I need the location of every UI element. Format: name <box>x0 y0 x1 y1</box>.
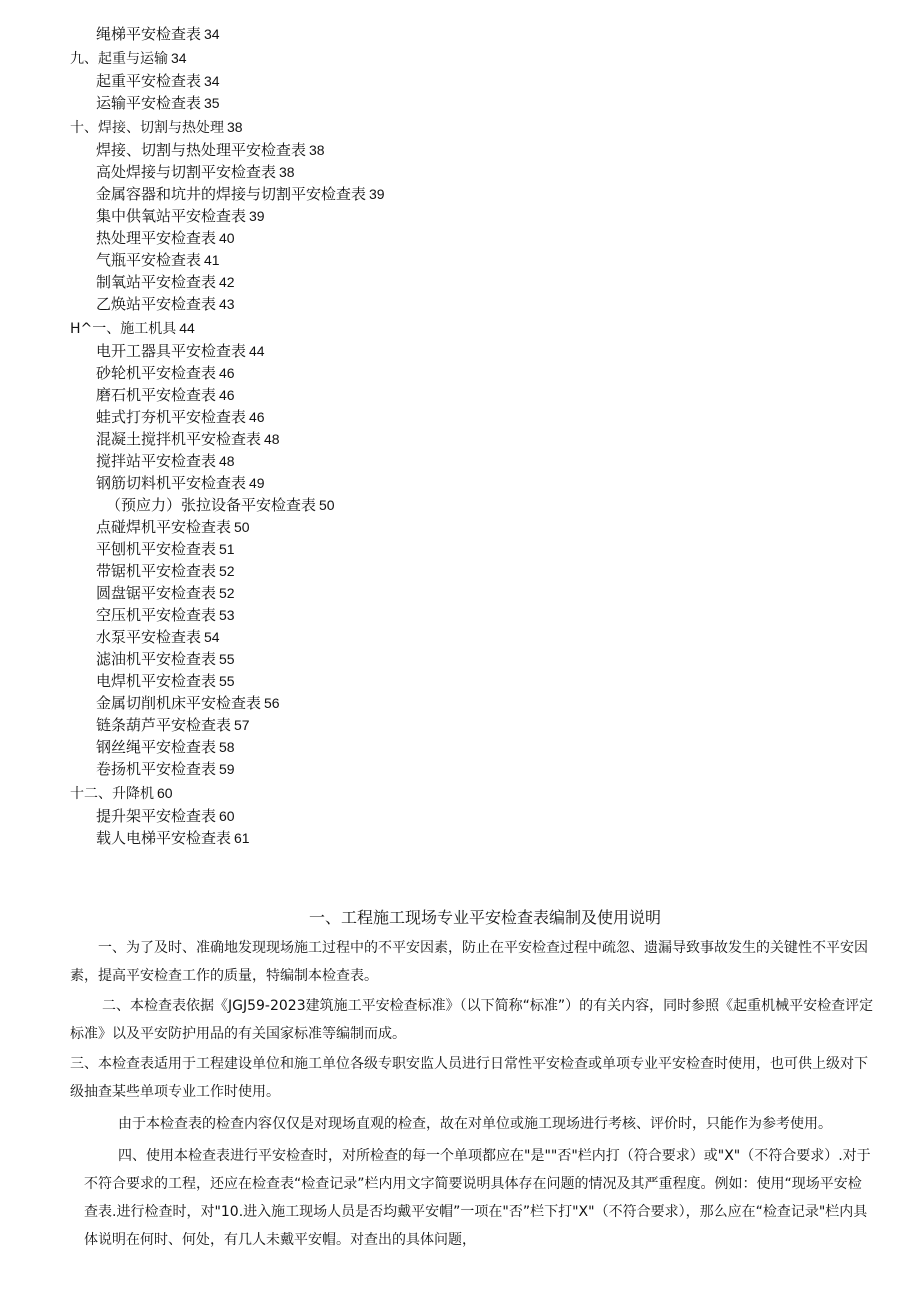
toc-section <box>70 116 890 139</box>
toc-page-number: 60 <box>157 785 173 801</box>
toc-entry-title: 集中供氧站平安检查表 <box>96 207 247 225</box>
toc-page-number: 39 <box>249 208 265 224</box>
toc-entry <box>70 582 890 604</box>
toc-entry-title: 运输平安检查表 <box>96 94 202 112</box>
toc-page-number: 34 <box>204 26 220 42</box>
toc-entry <box>70 494 890 516</box>
toc-entry-title: 金属切削机床平安检查表 <box>96 694 262 712</box>
toc-page-number: 38 <box>227 119 243 135</box>
toc-entry-title: 磨石机平安检查表 <box>96 386 217 404</box>
toc-entry <box>70 827 890 849</box>
paragraph-2: 二、本检查表依据《JGJ59-2023建筑施工平安检查标准》（以下简称“标准”）的有关内容，同时参照《起重机械平安检查评定标准》以及平安防护用品的有关国家标准等编制而成。 <box>70 998 874 1042</box>
toc-entry <box>70 736 890 758</box>
table-of-contents <box>70 23 890 849</box>
toc-page-number: 59 <box>219 761 235 777</box>
toc-page-number: 38 <box>279 164 295 180</box>
toc-entry-title: 载人电梯平安检查表 <box>96 829 232 847</box>
toc-entry <box>70 362 890 384</box>
toc-page-number: 56 <box>264 695 280 711</box>
toc-entry-title: 滤油机平安检查表 <box>96 650 217 668</box>
toc-entry <box>70 560 890 582</box>
toc-entry-title: 蛙式打夯机平安检查表 <box>96 408 247 426</box>
toc-entry <box>70 450 890 472</box>
toc-entry-title: 提升架平安检查表 <box>96 807 217 825</box>
toc-entry-title: 水泵平安检查表 <box>96 628 202 646</box>
toc-entry-title: 空压机平安检查表 <box>96 606 217 624</box>
toc-entry-title: 电焊机平安检查表 <box>96 672 217 690</box>
toc-entry-title: 制氧站平安检查表 <box>96 273 217 291</box>
toc-entry-title: 十、焊接、切割与热处理 <box>70 120 224 136</box>
toc-page-number: 51 <box>219 541 235 557</box>
toc-entry <box>70 670 890 692</box>
toc-entry-title: 钢丝绳平安检查表 <box>96 738 217 756</box>
toc-entry <box>70 139 890 161</box>
toc-page-number: 43 <box>219 296 235 312</box>
toc-page-number: 46 <box>219 365 235 381</box>
toc-entry <box>70 714 890 736</box>
usage-instructions <box>70 904 875 1254</box>
toc-entry <box>70 249 890 271</box>
toc-page-number: 50 <box>234 519 250 535</box>
toc-page-number: 34 <box>171 50 187 66</box>
toc-entry <box>70 161 890 183</box>
toc-entry <box>70 428 890 450</box>
toc-entry <box>70 384 890 406</box>
toc-entry <box>70 183 890 205</box>
toc-entry-title: 平刨机平安检查表 <box>96 540 217 558</box>
toc-entry <box>70 340 890 362</box>
toc-entry-title: 热处理平安检查表 <box>96 229 217 247</box>
toc-entry <box>70 626 890 648</box>
toc-page-number: 39 <box>369 186 385 202</box>
toc-entry <box>70 648 890 670</box>
toc-page-number: 52 <box>219 563 235 579</box>
section-title: 一、工程施工现场专业平安检查表编制及使用说明 <box>308 908 661 927</box>
toc-entry-title: 高处焊接与切割平安检查表 <box>96 163 277 181</box>
toc-page-number: 60 <box>219 808 235 824</box>
toc-page-number: 52 <box>219 585 235 601</box>
toc-section <box>70 317 890 340</box>
toc-page-number: 54 <box>204 629 220 645</box>
toc-entry-title: （预应力）张拉设备平安检查表 <box>106 496 317 514</box>
toc-page-number: 38 <box>309 142 325 158</box>
toc-entry-title: 十二、升降机 <box>70 786 154 802</box>
toc-page-number: 34 <box>204 73 220 89</box>
toc-page-number: 44 <box>179 320 195 336</box>
toc-entry <box>70 604 890 626</box>
toc-entry-title: 带锯机平安检查表 <box>96 562 217 580</box>
toc-page-number: 61 <box>234 830 250 846</box>
toc-page-number: 50 <box>319 497 335 513</box>
toc-entry <box>70 516 890 538</box>
toc-page-number: 55 <box>219 651 235 667</box>
toc-entry <box>70 293 890 315</box>
toc-entry-title: 点碰焊机平安检查表 <box>96 518 232 536</box>
toc-page-number: 55 <box>219 673 235 689</box>
toc-page-number: 46 <box>219 387 235 403</box>
toc-entry <box>70 271 890 293</box>
paragraph-1: 一、为了及时、准确地发现现场施工过程中的不平安因素，防止在平安检查过程中疏忽、遗漏导致事故发生的关键性不平安因素，提高平安检查工作的质量，特编制本检查表。 <box>70 940 868 984</box>
toc-page-number: 57 <box>234 717 250 733</box>
toc-entry-title: 钢筋切料机平安检查表 <box>96 474 247 492</box>
paragraph-3: 三、本检查表适用于工程建设单位和施工单位各级专职安监人员进行日常性平安检查或单项专业平安检查时使用，也可供上级对下级抽查某些单项专业工作时使用。 <box>70 1056 868 1100</box>
toc-page-number: 49 <box>249 475 265 491</box>
toc-entry-title: 气瓶平安检查表 <box>96 251 202 269</box>
toc-entry-title: 链条葫芦平安检查表 <box>96 716 232 734</box>
toc-page-number: 48 <box>219 453 235 469</box>
toc-section <box>70 47 890 70</box>
toc-entry <box>70 692 890 714</box>
paragraph-5: 四、使用本检查表进行平安检查时，对所检查的每一个单项都应在"是""否"栏内打（符合要求）或"X"（不符合要求）.对于不符合要求的工程，还应在检查表“检查记录”栏内用文字简要说明具体存在问题的情况及其严重程度。例如：使用“现场平安检查表.进行检查时，对"10.进入施工现场人员是否均戴平安帽”一项在"否”栏下打"X"（不符合要求），那么应在“检查记录"栏内具体说明在何时、何处，有几人未戴平安帽。对查出的具体问题， <box>84 1148 871 1248</box>
toc-entry-title: 起重平安检查表 <box>96 72 202 90</box>
toc-entry <box>70 70 890 92</box>
toc-page-number: 58 <box>219 739 235 755</box>
toc-entry-title: 砂轮机平安检查表 <box>96 364 217 382</box>
toc-page-number: 46 <box>249 409 265 425</box>
toc-entry-title: 搅拌站平安检查表 <box>96 452 217 470</box>
toc-page-number: 44 <box>249 343 265 359</box>
toc-section <box>70 782 890 805</box>
toc-entry-title: 电开工器具平安检查表 <box>96 342 247 360</box>
toc-entry-title: 金属容器和坑井的焊接与切割平安检查表 <box>96 185 367 203</box>
toc-entry-title: 焊接、切割与热处理平安检查表 <box>96 141 307 159</box>
toc-page-number: 35 <box>204 95 220 111</box>
toc-page-number: 40 <box>219 230 235 246</box>
toc-entry-title: 混凝土搅拌机平安检查表 <box>96 430 262 448</box>
toc-entry <box>70 805 890 827</box>
toc-entry-title: 圆盘锯平安检查表 <box>96 584 217 602</box>
toc-entry <box>70 23 890 45</box>
toc-entry <box>70 92 890 114</box>
toc-entry <box>70 472 890 494</box>
toc-page-number: 48 <box>264 431 280 447</box>
toc-entry <box>70 538 890 560</box>
toc-page-number: 41 <box>204 252 220 268</box>
toc-entry <box>70 227 890 249</box>
toc-entry-title: H^一、施工机具 <box>70 321 177 337</box>
paragraph-4: 由于本检查表的检查内容仅仅是对现场直观的检查，故在对单位或施工现场进行考核、评价时，只能作为参考使用。 <box>118 1116 832 1132</box>
toc-page-number: 42 <box>219 274 235 290</box>
toc-entry-title: 九、起重与运输 <box>70 51 168 67</box>
toc-entry <box>70 406 890 428</box>
toc-entry <box>70 205 890 227</box>
toc-entry-title: 乙焕站平安检查表 <box>96 295 217 313</box>
toc-entry-title: 绳梯平安检查表 <box>96 25 202 43</box>
toc-page-number: 53 <box>219 607 235 623</box>
toc-entry <box>70 758 890 780</box>
toc-entry-title: 卷扬机平安检查表 <box>96 760 217 778</box>
